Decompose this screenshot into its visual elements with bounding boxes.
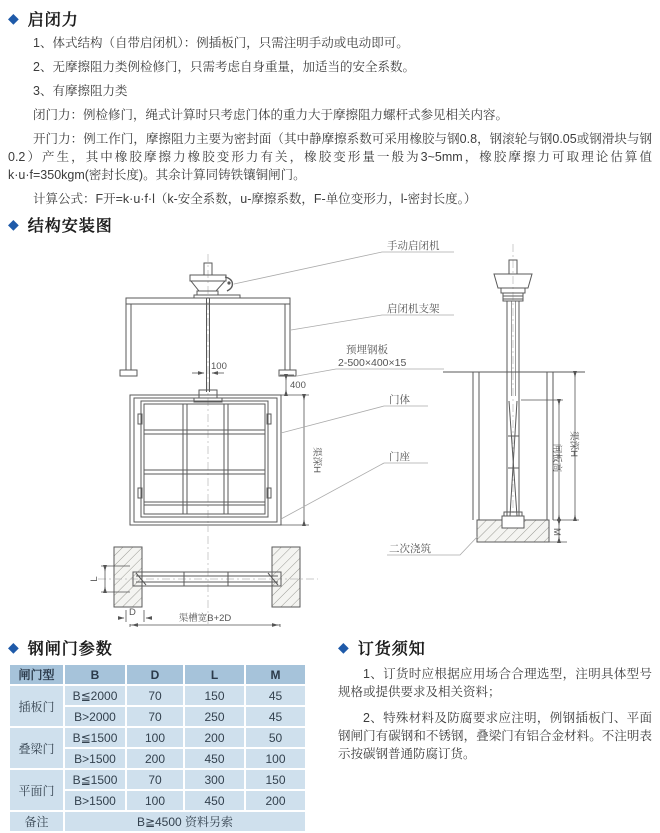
- paragraph: 1、订货时应根据应用场合合理选型，注明具体型号规格或提供要求及相关资料；: [338, 667, 652, 699]
- paragraph: 开门力：例工作门，摩擦阻力主要为密封面（其中静摩擦系数可采用橡胶与钢0.8，钢滚轮与钢0.05或钢滑块与钢0.2）产生，其中橡胶摩擦力橡胶变形力有关，橡胶变形量一般为3~5mm，橡胶摩擦力可取理论估算值k·u·f=350kgm(密封长度)。其余计算同铸铁镶铜闸门。: [8, 132, 652, 182]
- parameters-column: [8, 635, 316, 833]
- table-cell: 45: [245, 706, 306, 727]
- label-embedded-plate-line2: 2-500×400×15: [338, 357, 407, 369]
- dim-m-label: M: [551, 528, 562, 536]
- table-row: [9, 685, 306, 706]
- label-secondary-pour: 二次浇筑: [389, 543, 431, 555]
- installation-diagram: [8, 236, 652, 633]
- ordering-column: [338, 635, 652, 833]
- table-cell: 150: [245, 769, 306, 790]
- plan-view: [89, 536, 318, 627]
- paragraph: 1、体式结构（自带启闭机）：例插板门，只需注明手动或电动即可。: [33, 36, 409, 50]
- table-cell: 300: [184, 769, 245, 790]
- gate-body-drawing: [138, 401, 271, 517]
- leader-labels: [234, 252, 478, 555]
- section-title: 启闭力: [27, 11, 79, 29]
- label-manual-hoist: 手动启闭机: [387, 240, 440, 252]
- front-view: [120, 254, 322, 532]
- table-cell: B>1500: [64, 748, 126, 769]
- label-embedded-plate-line1: 预埋钢板: [346, 344, 388, 356]
- dim-channel-width-label: 渠槽宽B+2D: [178, 613, 232, 624]
- table-cell: 200: [184, 727, 245, 748]
- section-heading-opening-force: [8, 8, 652, 28]
- table-cell: B>2000: [64, 706, 126, 727]
- column-header: 闸门型: [9, 664, 64, 685]
- label-gate-body: 门体: [389, 394, 410, 406]
- diamond-icon: ◆: [8, 216, 19, 232]
- paragraph: 计算公式：F开=k·u·f·l（k-安全系数，u-摩擦系数，F-单位变形力，l-密封长度。）: [33, 192, 477, 206]
- section-heading-ordering: [338, 637, 652, 657]
- paragraph: 闭门力：例检修门，绳式计算时只考虑门体的重力大于摩擦阻力螺杆式参见相关内容。: [33, 108, 509, 122]
- table-cell: B≦1500: [64, 727, 126, 748]
- table-cell: 70: [126, 769, 184, 790]
- table-cell: 100: [245, 748, 306, 769]
- dim-channel-depth-side-label: 渠深H: [568, 431, 579, 457]
- table-cell: 45: [245, 685, 306, 706]
- dim-d-label: D: [129, 607, 136, 618]
- table-cell: B≦1500: [64, 769, 126, 790]
- dim-channel-depth-front: [281, 395, 309, 525]
- gate-type-cell: 叠梁门: [9, 727, 64, 769]
- dim-plate-height-label: 闸板高: [551, 443, 562, 473]
- gate-parameters-table: [8, 663, 307, 833]
- paragraph: 3、有摩擦阻力类: [33, 84, 128, 98]
- table-cell: 100: [126, 790, 184, 811]
- gate-type-cell: 插板门: [9, 685, 64, 727]
- dim-l-label: L: [89, 576, 100, 582]
- column-header: L: [184, 664, 245, 685]
- table-cell: 70: [126, 706, 184, 727]
- bottom-section: [8, 635, 652, 833]
- side-view: [443, 244, 585, 542]
- gate-type-cell: 平面门: [9, 769, 64, 811]
- diamond-icon: ◆: [8, 10, 19, 26]
- section-title: 结构安装图: [27, 217, 113, 235]
- column-header: D: [126, 664, 184, 685]
- table-cell: 70: [126, 685, 184, 706]
- diamond-icon: ◆: [338, 639, 349, 655]
- table-row: [9, 769, 306, 790]
- table-cell: 50: [245, 727, 306, 748]
- section-heading-parameters: [8, 637, 316, 657]
- manual-hoist-drawing: [190, 263, 240, 298]
- table-cell: 200: [126, 748, 184, 769]
- table-cell: 100: [126, 727, 184, 748]
- note-label-cell: 备注: [9, 811, 64, 832]
- label-hoist-bracket: 启闭机支架: [387, 303, 440, 315]
- section-title: 订货须知: [357, 640, 426, 658]
- table-cell: 150: [184, 685, 245, 706]
- diamond-icon: ◆: [8, 639, 19, 655]
- table-header-row: [9, 664, 306, 685]
- table-cell: 200: [245, 790, 306, 811]
- column-header: B: [64, 664, 126, 685]
- section-title: 钢闸门参数: [27, 640, 113, 658]
- installation-diagram-svg: [8, 236, 652, 628]
- section-heading-installation-diagram: [8, 214, 652, 234]
- table-cell: 250: [184, 706, 245, 727]
- paragraph: 2、特殊材料及防腐要求应注明，例钢插板门、平面钢闸门有碳钢和不锈钢，叠梁门有铝合金材料。不注明表示按碳钢普通防腐订货。: [338, 711, 652, 761]
- dim-channel-width: [130, 624, 280, 627]
- dim-400-label: 400: [290, 380, 306, 391]
- table-cell: B≦2000: [64, 685, 126, 706]
- paragraph: 2、无摩擦阻力类例检修门，只需考虑自身重量，加适当的安全系数。: [33, 60, 415, 74]
- table-cell: 450: [184, 748, 245, 769]
- note-value-cell: B≧4500 资料另索: [64, 811, 306, 832]
- column-header: M: [245, 664, 306, 685]
- dim-channel-depth-front-label: 渠深H: [311, 447, 322, 473]
- table-row: [9, 727, 306, 748]
- table-cell: B>1500: [64, 790, 126, 811]
- dim-100-label: 100: [211, 361, 227, 372]
- table-note-row: [9, 811, 306, 832]
- label-gate-seat: 门座: [389, 451, 410, 463]
- table-cell: 450: [184, 790, 245, 811]
